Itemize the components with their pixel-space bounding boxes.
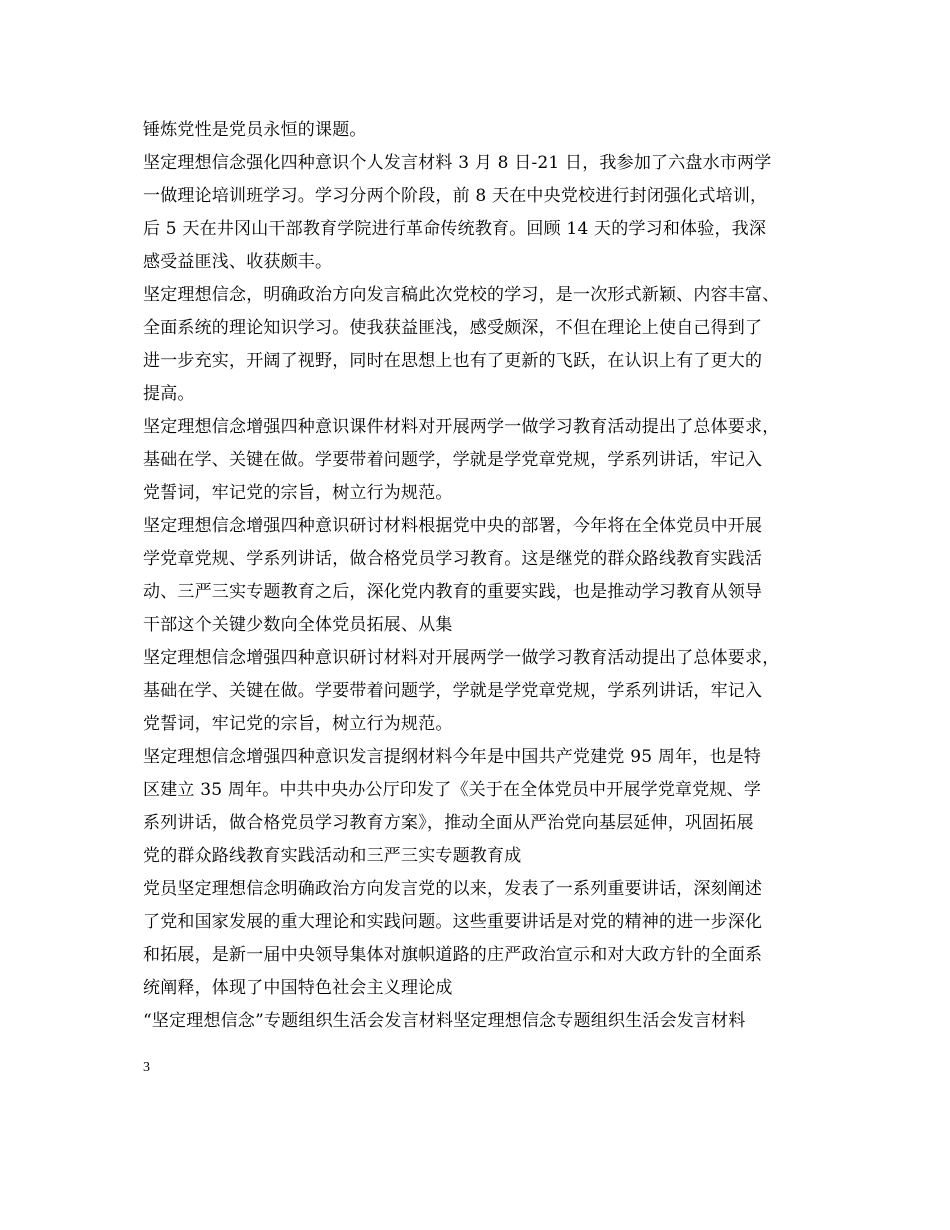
text-line: 党誓词，牢记党的宗旨，树立行为规范。 (143, 483, 453, 503)
paragraph (143, 114, 823, 147)
text-line: 了党和国家发展的重大理论和实践问题。这些重要讲话是对党的精神的进一步深化 (143, 912, 763, 932)
text-line: 感受益匪浅、收获颇丰。 (143, 252, 333, 272)
paragraph (143, 741, 823, 873)
text-line: 系列讲话，做合格党员学习教育方案》，推动全面从严治党向基层延伸，巩固拓展 (143, 813, 754, 833)
text-line: 进一步充实，开阔了视野，同时在思想上也有了更新的飞跃，在认识上有了更大的 (143, 351, 763, 371)
text-line: “坚定理想信念”专题组织生活会发言材料坚定理想信念专题组织生活会发言材料 (143, 1011, 746, 1031)
text-line: 坚定理想信念强化四种意识个人发言材料 3 月 8 日-21 日，我参加了六盘水市两学 (143, 153, 772, 173)
text-line: 坚定理想信念增强四种意识课件材料对开展两学一做学习教育活动提出了总体要求， (143, 417, 780, 437)
text-line: 坚定理想信念增强四种意识发言提纲材料今年是中国共产党建党 95 周年，也是特 (143, 747, 762, 767)
paragraph (143, 279, 823, 411)
text-line: 后 5 天在井冈山干部教育学院进行革命传统教育。回顾 14 天的学习和体验，我深 (143, 219, 767, 239)
text-line: 提高。 (143, 384, 195, 404)
text-line: 学党章党规、学系列讲话，做合格党员学习教育。这是继党的群众路线教育实践活 (143, 549, 763, 569)
text-line: 一做理论培训班学习。学习分两个阶段，前 8 天在中央党校进行封闭强化式培训， (143, 186, 768, 206)
paragraph (143, 873, 823, 1005)
paragraph (143, 147, 823, 279)
text-line: 党员坚定理想信念明确政治方向发言党的以来，发表了一系列重要讲话，深刻阐述 (143, 879, 763, 899)
text-line: 锤炼党性是党员永恒的课题。 (143, 120, 367, 140)
paragraph (143, 1005, 823, 1038)
text-line: 坚定理想信念增强四种意识研讨材料对开展两学一做学习教育活动提出了总体要求， (143, 648, 780, 668)
text-line: 党誓词，牢记党的宗旨，树立行为规范。 (143, 714, 453, 734)
paragraph (143, 411, 823, 510)
text-line: 坚定理想信念增强四种意识研讨材料根据党中央的部署，今年将在全体党员中开展 (143, 516, 763, 536)
paragraph (143, 510, 823, 642)
text-line: 基础在学、关键在做。学要带着问题学，学就是学党章党规，学系列讲话，牢记入 (143, 681, 763, 701)
document-body (143, 114, 823, 1038)
text-line: 统阐释，体现了中国特色社会主义理论成 (143, 978, 453, 998)
text-line: 动、三严三实专题教育之后，深化党内教育的重要实践，也是推动学习教育从领导 (143, 582, 763, 602)
paragraph (143, 642, 823, 741)
text-line: 区建立 35 周年。中共中央办公厅印发了《关于在全体党员中开展学党章党规、学 (143, 780, 762, 800)
text-line: 干部这个关键少数向全体党员拓展、从集 (143, 615, 453, 635)
text-line: 坚定理想信念，明确政治方向发言稿此次党校的学习，是一次形式新颖、内容丰富、 (143, 285, 780, 305)
text-line: 全面系统的理论知识学习。使我获益匪浅，感受颇深，不但在理论上使自己得到了 (143, 318, 763, 338)
text-line: 基础在学、关键在做。学要带着问题学，学就是学党章党规，学系列讲话，牢记入 (143, 450, 763, 470)
page-number: 3 (143, 1060, 150, 1075)
text-line: 党的群众路线教育实践活动和三严三实专题教育成 (143, 846, 522, 866)
text-line: 和拓展，是新一届中央领导集体对旗帜道路的庄严政治宣示和对大政方针的全面系 (143, 945, 763, 965)
